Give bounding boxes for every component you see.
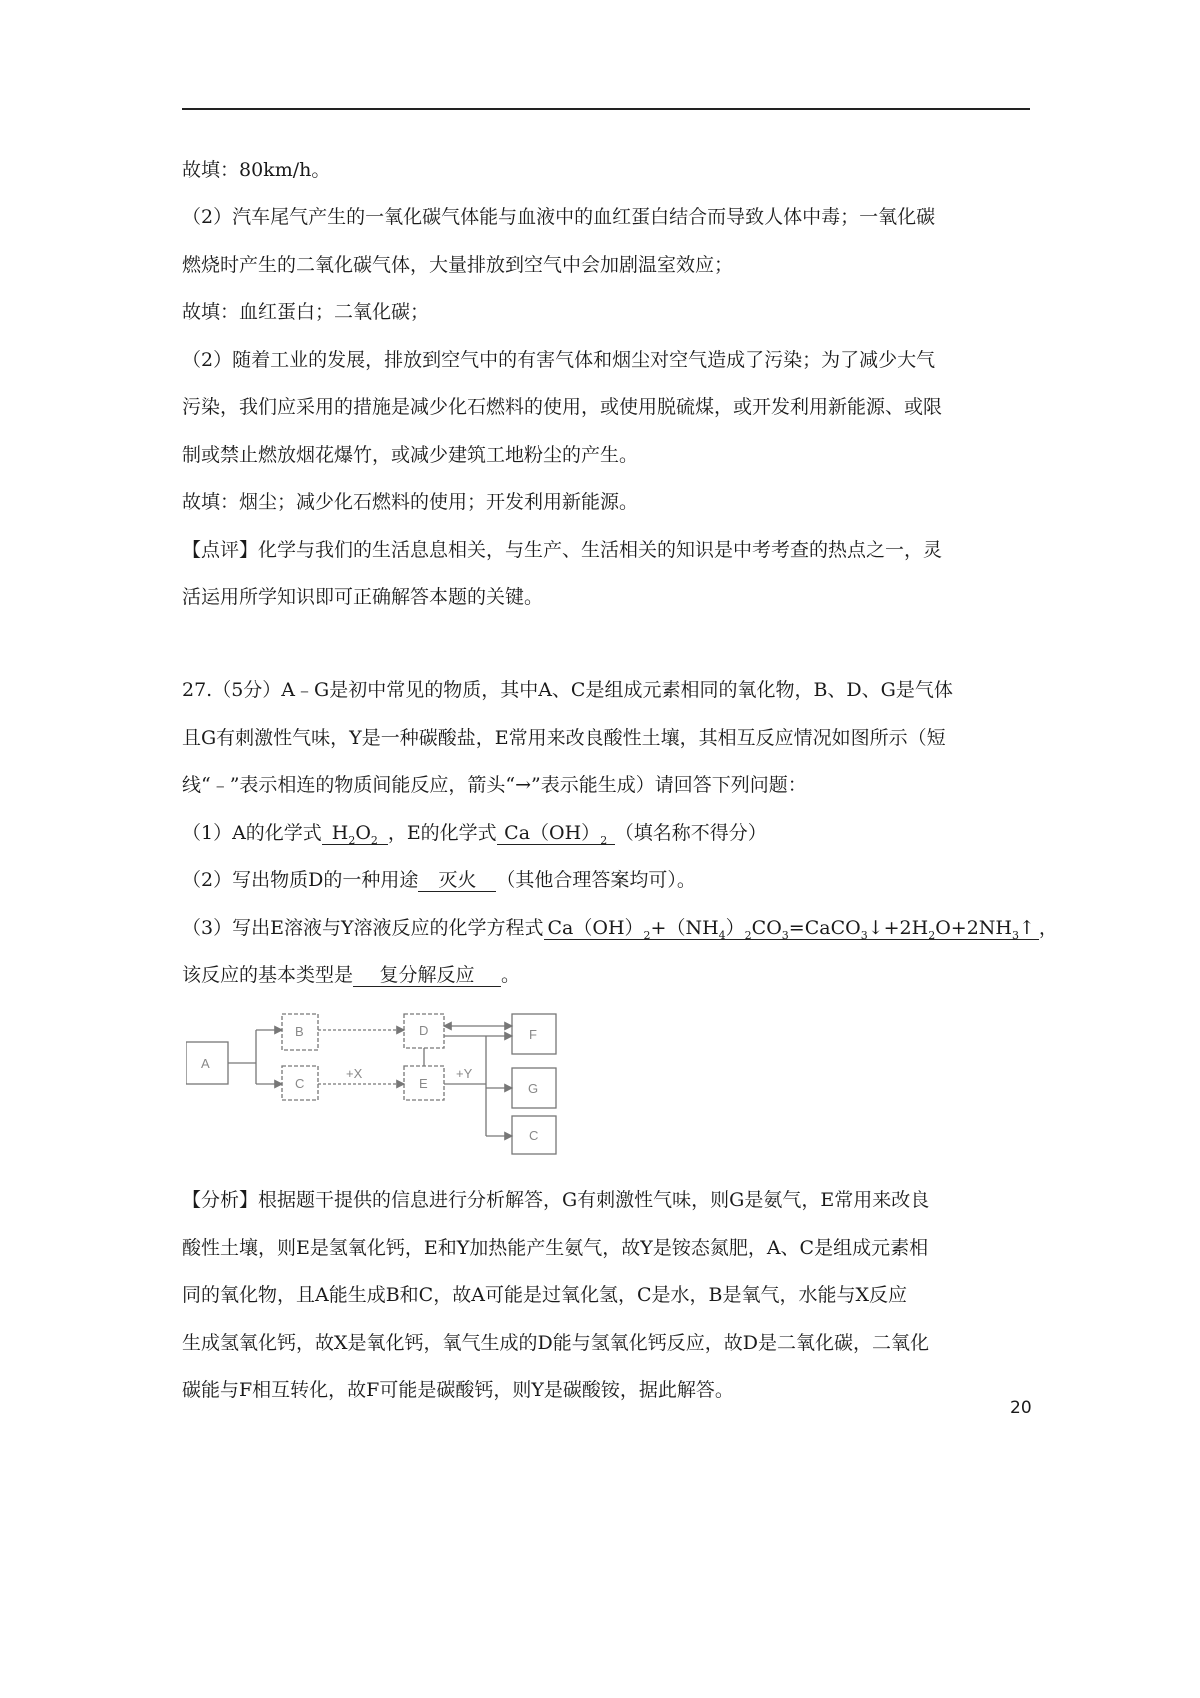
analysis-line: 【分析】根据题干提供的信息进行分析解答，G有刺激性气味，则G是氨气，E常用来改良 — [182, 1189, 930, 1211]
question-27-part4: 该反应的基本类型是 复分解反应 。 — [182, 964, 521, 986]
text-line: （2）随着工业的发展，排放到空气中的有害气体和烟尘对空气造成了污染；为了减少大气 — [182, 349, 936, 371]
reaction-diagram — [186, 1006, 606, 1158]
page-number: 20 — [1010, 1398, 1032, 1418]
node-c2-label: C — [529, 1128, 539, 1143]
answer-e-formula: $Ca(OH)_2$ — [497, 822, 615, 845]
question-27-line: 27.（5分）A﹣G是初中常见的物质，其中A、C是组成元素相同的氧化物，B、D、G是气体 — [182, 679, 953, 701]
answer-reaction-type: 复分解反应 — [353, 964, 501, 987]
node-f-label: F — [529, 1027, 537, 1042]
text-line: 故填：血红蛋白；二氧化碳； — [182, 301, 430, 323]
analysis-line: 生成氢氧化钙，故X是氧化钙，氧气生成的D能与氢氧化钙反应，故D是二氧化碳，二氧化 — [182, 1332, 929, 1354]
analysis-line: 碳能与F相互转化，故F可能是碳酸钙，则Y是碳酸铵，据此解答。 — [182, 1379, 734, 1401]
question-27-line: 线“﹣”表示相连的物质间能反应，箭头“→”表示能生成）请回答下列问题： — [182, 774, 807, 796]
comment-line: 活运用所学知识即可正确解答本题的关键。 — [182, 586, 544, 608]
answer-d-use: 灭火 — [418, 869, 496, 892]
comment-line: 【点评】化学与我们的生活息息相关，与生产、生活相关的知识是中考考查的热点之一，灵 — [182, 539, 943, 561]
header-rule — [182, 108, 1030, 110]
edge-label-y: +Y — [456, 1066, 473, 1081]
question-27-part3: （3）写出E溶液与Y溶液反应的化学方程式 $Ca(OH)_2+(NH_4)_2CO_3=CaCO_3↓+2H_2O+2NH_3↑$ ， — [182, 917, 1058, 942]
analysis-line: 酸性土壤，则E是氢氧化钙，E和Y加热能产生氨气，故Y是铵态氮肥，A、C是组成元素相 — [182, 1237, 929, 1259]
text-line: 燃烧时产生的二氧化碳气体，大量排放到空气中会加剧温室效应； — [182, 254, 734, 276]
answer-a-formula: $H_2O_2$ — [322, 822, 388, 845]
node-g-label: G — [528, 1081, 539, 1096]
question-27-part2: （2）写出物质D的一种用途 灭火 （其他合理答案均可）。 — [182, 869, 696, 891]
analysis-line: 同的氧化物，且A能生成B和C，故A可能是过氧化氢，C是水，B是氧气，水能与X反应 — [182, 1284, 907, 1306]
node-e-label: E — [419, 1076, 428, 1091]
text-line: 制或禁止燃放烟花爆竹，或减少建筑工地粉尘的产生。 — [182, 444, 639, 466]
question-27-line: 且G有刺激性气味，Y是一种碳酸盐，E常用来改良酸性土壤，其相互反应情况如图所示（短 — [182, 727, 946, 749]
node-a-label: A — [201, 1056, 210, 1071]
text-line: 故填：烟尘；减少化石燃料的使用；开发利用新能源。 — [182, 491, 639, 513]
text-line: 故填：80km/h。 — [182, 159, 331, 181]
text-line: （2）汽车尾气产生的一氧化碳气体能与血液中的血红蛋白结合而导致人体中毒；一氧化碳 — [182, 206, 936, 228]
edge-label-x: +X — [346, 1066, 363, 1081]
node-d-label: D — [419, 1023, 429, 1038]
text-line: 污染，我们应采用的措施是减少化石燃料的使用，或使用脱硫煤，或开发利用新能源、或限 — [182, 396, 943, 418]
node-c-label: C — [295, 1076, 305, 1091]
node-b-label: B — [295, 1024, 304, 1039]
answer-equation: $Ca(OH)_2+(NH_4)_2CO_3=CaCO_3↓+2H_2O+2NH_3↑$ — [544, 917, 1039, 940]
question-27-part1: （1）A的化学式 $H_2O_2$ ，E的化学式 $Ca(OH)_2$ （填名称不得分） — [182, 822, 767, 847]
